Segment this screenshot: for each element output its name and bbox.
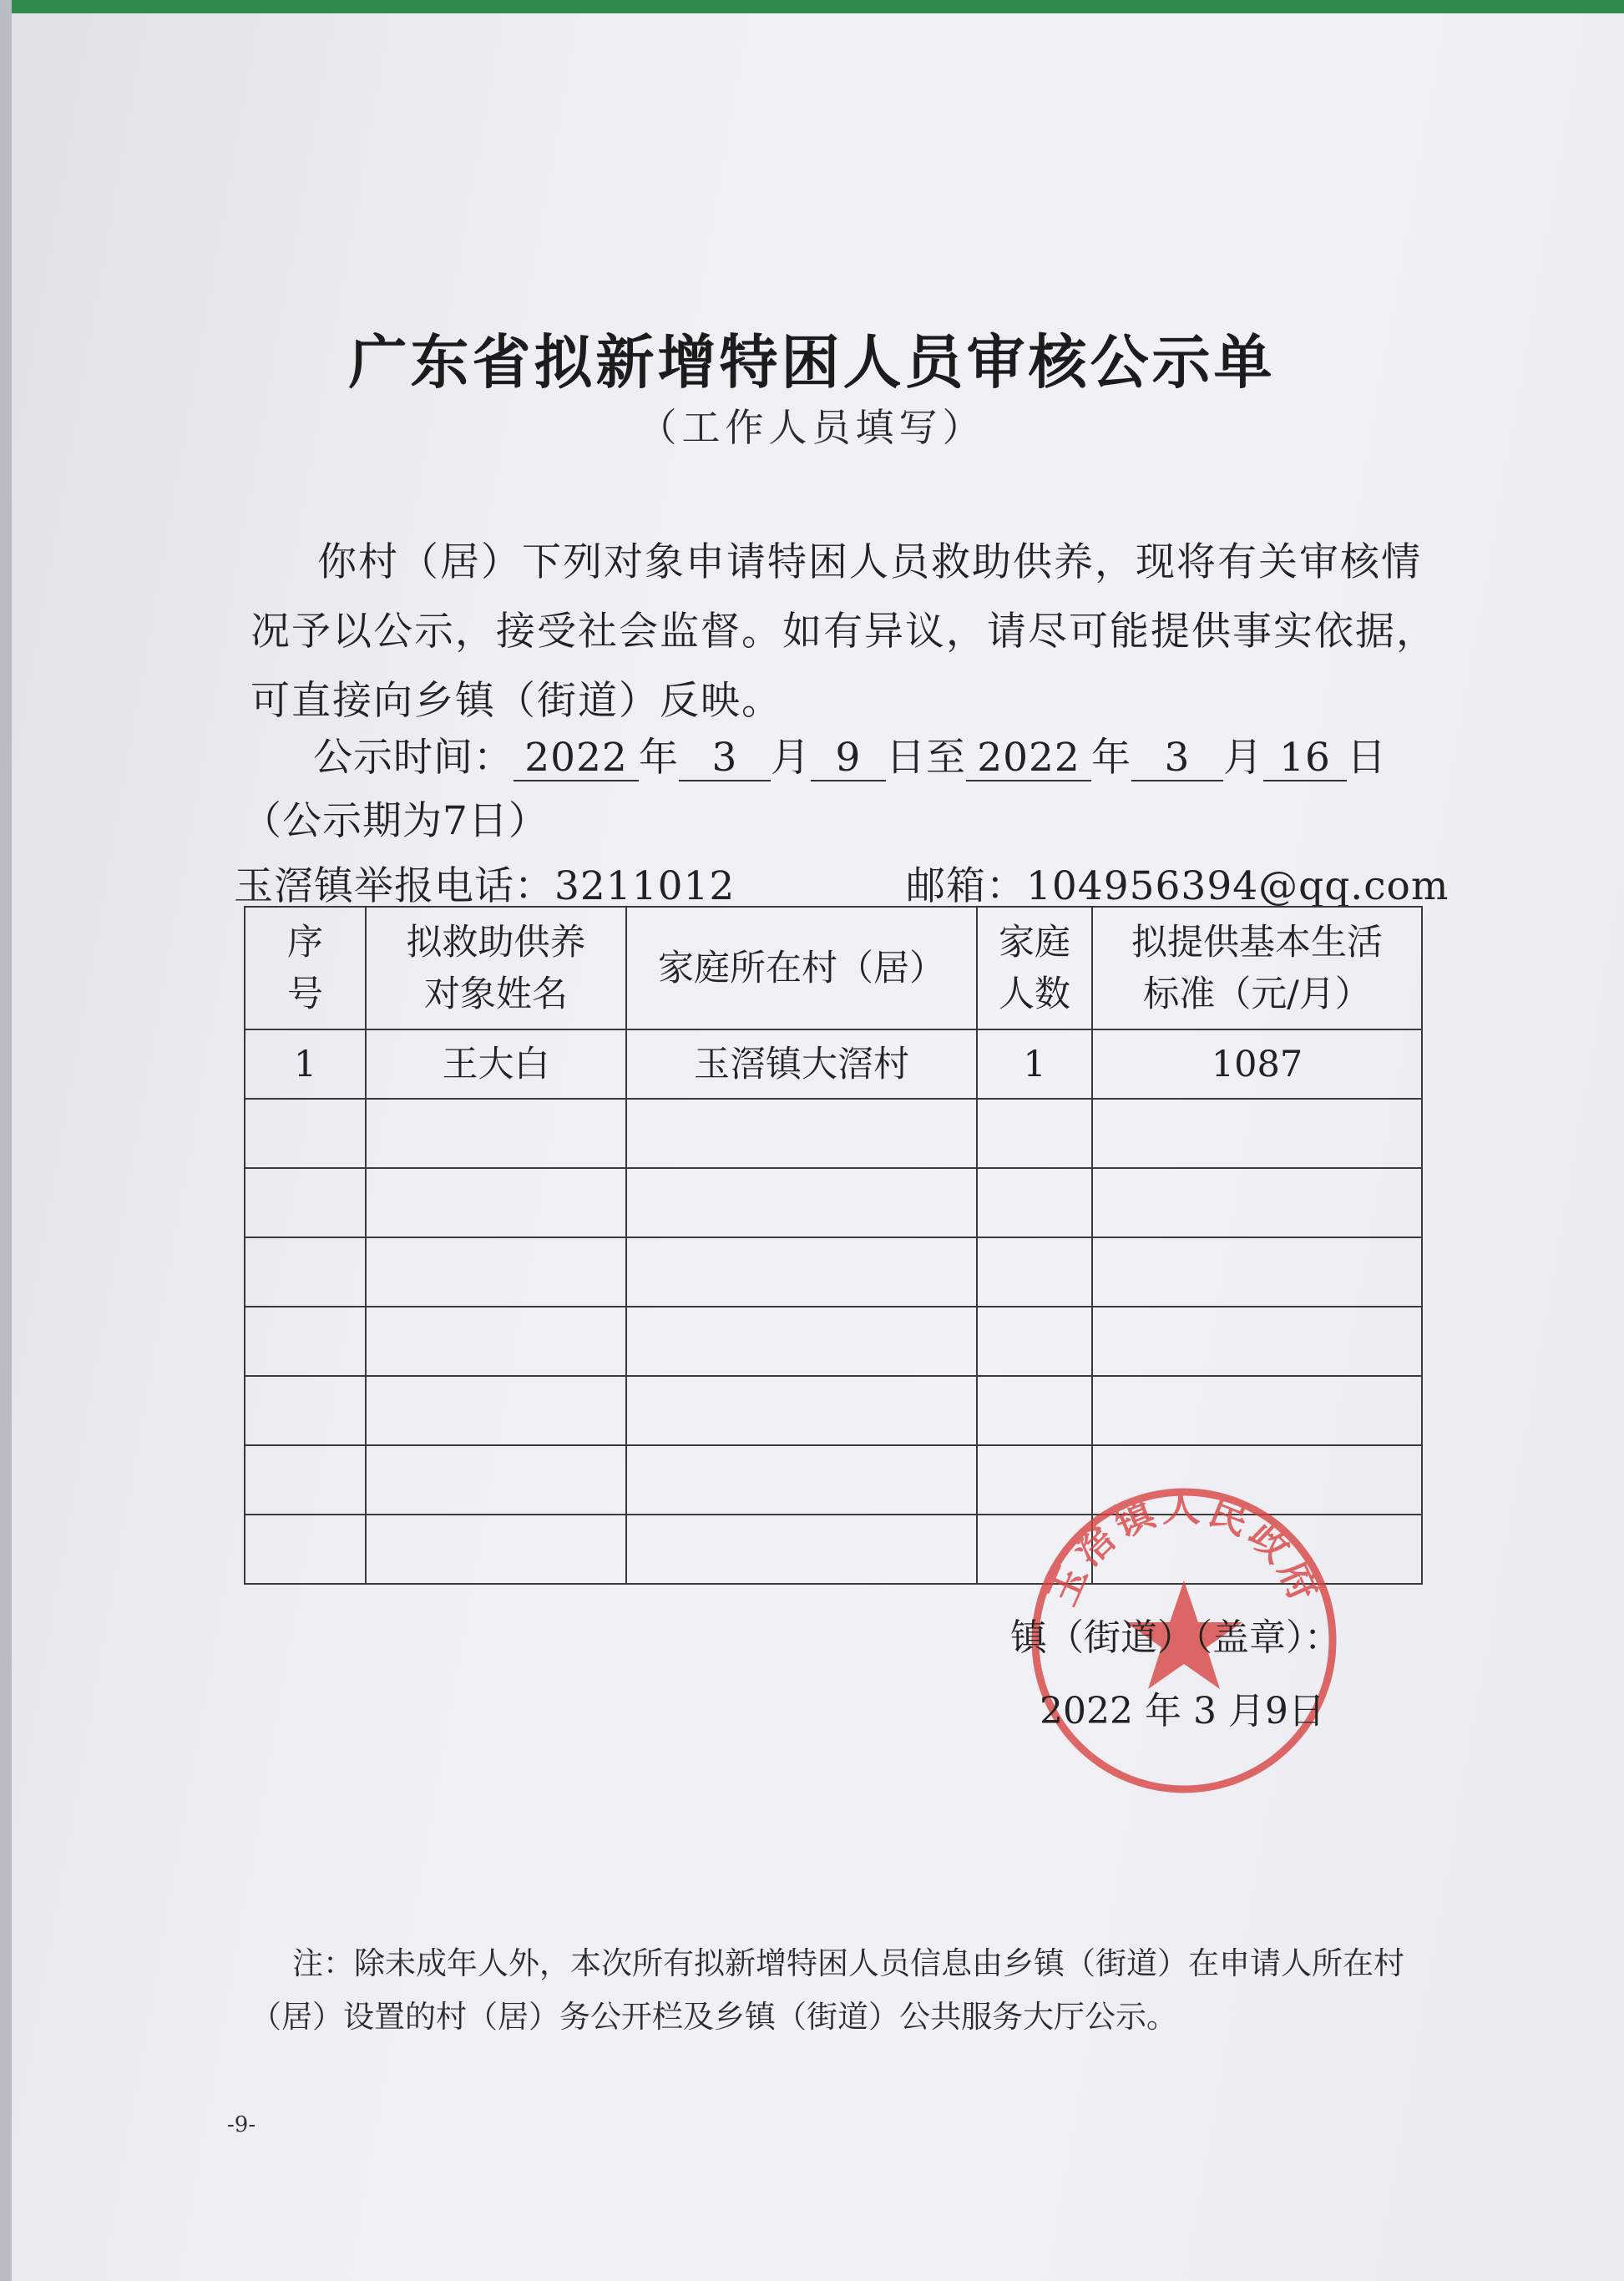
end-year: 2022 bbox=[966, 736, 1091, 781]
notice-period-line bbox=[313, 726, 1387, 782]
footnote: 注：除未成年人外，本次所有拟新增特困人员信息由乡镇（街道）在申请人所在村（居）设置的村（居）务公开栏及乡镇（街道）公共服务大厅公示。 bbox=[250, 1945, 1404, 2035]
year-char: 年 bbox=[639, 735, 679, 781]
cell-village: 玉滘镇大滘村 bbox=[626, 1029, 977, 1099]
email-address: 104956394@qq.com bbox=[1026, 863, 1449, 909]
table-header-row bbox=[245, 907, 1422, 1029]
notice-duration: （公示期为7日） bbox=[242, 798, 549, 844]
sign-date: 2022 年 3 月9日 bbox=[1040, 1690, 1325, 1732]
table-row bbox=[245, 1307, 1422, 1376]
year-char-2: 年 bbox=[1091, 735, 1131, 781]
cell-family-size: 1 bbox=[977, 1029, 1092, 1099]
page-number: -9- bbox=[227, 2112, 256, 2137]
month-char-2: 月 bbox=[1223, 735, 1263, 781]
seal-text: 玉滘镇人民政府 bbox=[1039, 1484, 1329, 1612]
header-family-size: 家庭 人数 bbox=[977, 907, 1092, 1029]
phone-label: 玉滘镇举报电话： bbox=[234, 863, 554, 909]
header-village: 家庭所在村（居） bbox=[626, 907, 977, 1029]
cell-living-standard: 1087 bbox=[1092, 1029, 1422, 1099]
intro-paragraph: 你村（居）下列对象申请特困人员救助供养，现将有关审核情况予以公示，接受社会监督。如有异议，请尽可能提供事实依据，可直接向乡镇（街道）反映。 bbox=[250, 539, 1437, 724]
table-row bbox=[245, 1029, 1422, 1099]
cell-index: 1 bbox=[245, 1029, 366, 1099]
phone-number: 3211012 bbox=[554, 863, 736, 909]
email-label: 邮箱： bbox=[906, 863, 1026, 909]
start-day: 9 bbox=[811, 736, 886, 781]
start-year: 2022 bbox=[514, 736, 639, 781]
cell-name: 王大白 bbox=[366, 1029, 626, 1099]
contact-email bbox=[906, 855, 1449, 911]
end-month: 3 bbox=[1131, 736, 1223, 781]
top-green-strip bbox=[0, 0, 1624, 13]
month-char: 月 bbox=[771, 735, 811, 781]
table-row bbox=[245, 1376, 1422, 1445]
day-to: 日至 bbox=[886, 735, 966, 781]
end-day: 16 bbox=[1263, 736, 1347, 781]
day-char: 日 bbox=[1347, 735, 1387, 781]
header-living-standard: 拟提供基本生活 标准（元/月） bbox=[1092, 907, 1422, 1029]
document-title: 广东省拟新增特困人员审核公示单 bbox=[348, 328, 1276, 397]
start-month: 3 bbox=[679, 736, 771, 781]
contact-phone bbox=[234, 855, 735, 911]
header-name: 拟救助供养 对象姓名 bbox=[366, 907, 626, 1029]
table-row bbox=[245, 1099, 1422, 1168]
header-index: 序 号 bbox=[245, 907, 366, 1029]
document-subtitle: （工作人员填写） bbox=[638, 405, 986, 450]
period-label: 公示时间： bbox=[313, 735, 514, 781]
table-row bbox=[245, 1237, 1422, 1307]
table-row bbox=[245, 1168, 1422, 1237]
stamp-label: 镇（街道）（盖章）： bbox=[1010, 1616, 1341, 1659]
